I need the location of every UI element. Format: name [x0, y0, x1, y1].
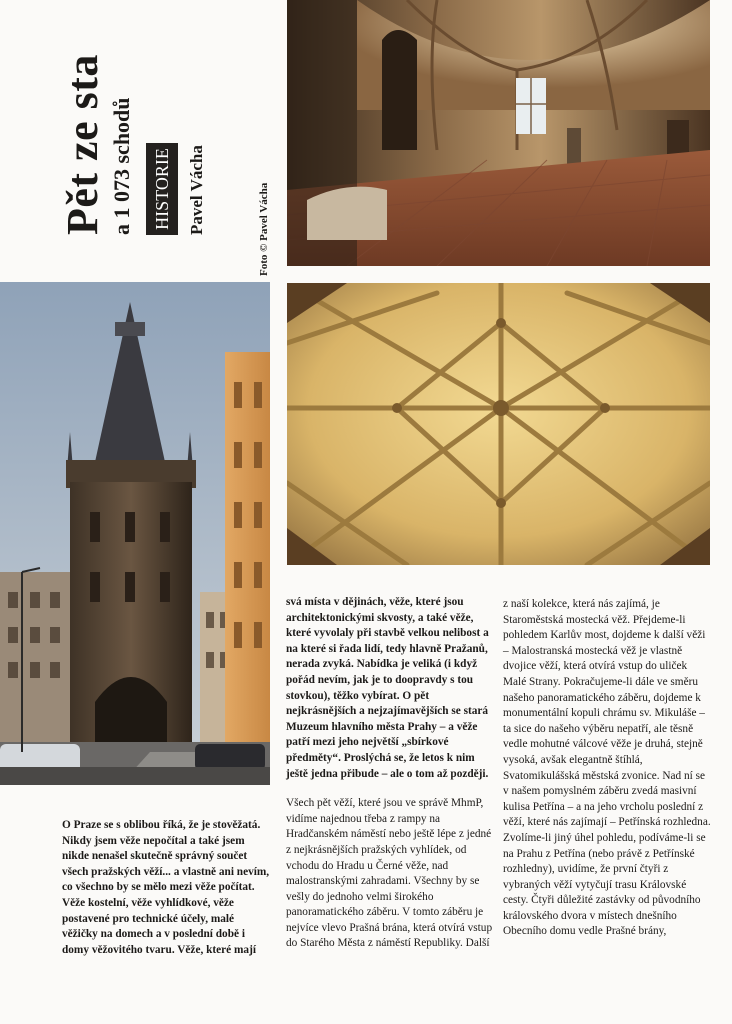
lead-continuation: svá místa v dějinách, věže, které jsou architektonickými skvosty, a také věže, které vyvolaly při stavbě velkou nelibost a na které si řada lidí, tedy hlavně Pražanů, nerada zvyká. Nabídka je veliká (i když pořád nevím, jak je to doopravdy s tou stovkou), těžko vybírat. O pět nejkrásnějších a nejzajímavějších se stará Muzeum hlavního města Prahy – a věže patří mezi jeho největší „sbírkové předměty“. Proslýchá se, že letos k nim ještě jedna přibude – ale o tom až později.	[286, 596, 489, 780]
article-subtitle: a 1 073 schodů	[109, 97, 134, 235]
text-column-3	[503, 597, 713, 992]
author-name: Pavel Vácha	[187, 145, 206, 235]
text-column-2	[286, 595, 494, 990]
title-block	[60, 0, 260, 235]
photo-credit: Foto © Pavel Vácha	[258, 182, 270, 276]
photo-vault-ceiling	[287, 283, 710, 565]
body-paragraph-1: Všech pět věží, které jsou ve správě MhmP, vidíme najednou třeba z rampy na Hradčanském náměstí nebo ještě lépe z jedné z nejkrásnějších pražských vyhlídek, od vchodu do Hradu u Černé věže, nad malostranskými zahradami. Všechny by se vešly do jednoho velmi širokého panoramatického záběru. V tomto záběru je nejvíce vlevo Prašná brána, která otvírá vstup do Starého Města z náměstí Republiky. Další	[286, 797, 493, 950]
text-column-1	[62, 818, 272, 988]
photo-gothic-hall	[287, 0, 710, 266]
photo-powder-tower	[0, 282, 270, 785]
section-rubric: HISTORIE	[146, 143, 178, 235]
body-paragraph-2: z naší kolekce, která nás zajímá, je Staroměstská mostecká věž. Přejdeme-li pohledem Karlův most, dojdeme k další věži – Malostranská mostecká věž je vlastně dvojice věží, která otvírá vstup do uliček Malé Strany. Pokračujeme-li dále ve směru našeho panoramatického záběru, dojdeme k monumentální kopuli chrámu sv. Mikuláše – ta sice do našeho výběru nepatří, ale těsně vedle mohutné válcové věže je druhá, stejně vysoká, avšak elegantně štíhlá, Svatomikulášská městská zvonice. Nad ní se v našem pomyslném záběru zvedá masivní kulisa Petřína – a na jeho vrcholu poslední z věží, které nás zajímají – Petřínská rozhledna. Zvolíme-li jiný úhel pohledu, podíváme-li se na Prahu z Petřína (nebo právě z Petřínské rozhledny), uvidíme, že první čtyři z vybraných věží vytyčují trasu Královské cesty. Čtyři důležité zastávky od původního královského dvora v místech dnešního Obecního domu vedle Prašné brány,	[503, 598, 711, 938]
lead-paragraph: O Praze se s oblibou říká, že je stověžatá. Nikdy jsem věže nepočítal a také jsem nikde nenašel skutečně správný součet všech pražských věží... a vlastně ani nevím, co všechno by se mělo mezi věže počítat. Věže kostelní, věže vyhlídkové, věže postavené pro technické účely, malé věžičky na domech a v poslední době i domy věžovitého tvaru. Věže, které mají	[62, 819, 270, 956]
article-title: Pět ze sta	[58, 54, 107, 235]
